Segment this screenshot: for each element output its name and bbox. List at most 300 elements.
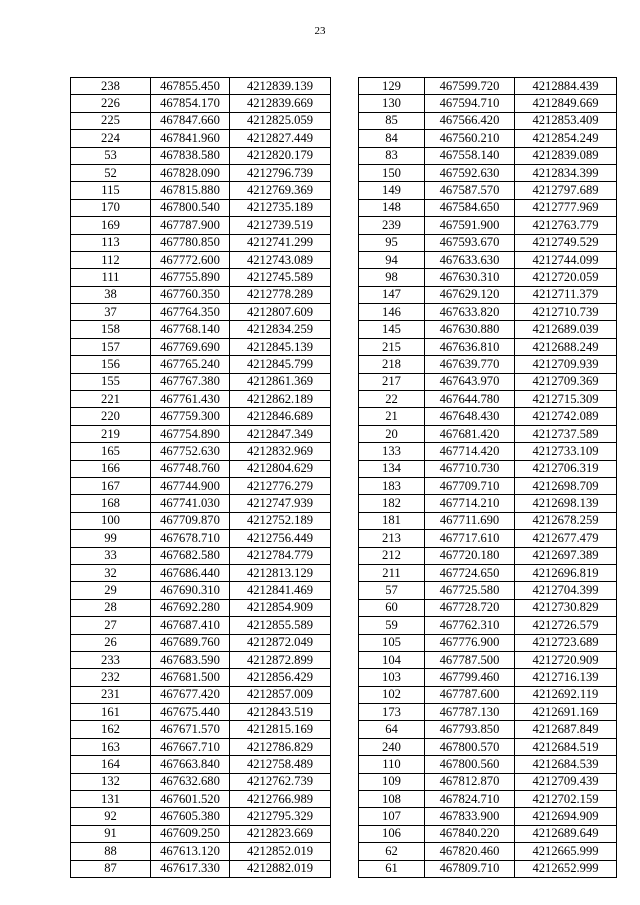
table-row <box>359 564 617 581</box>
y-coordinate-cell: 4212839.089 <box>515 147 617 164</box>
y-coordinate-cell: 4212730.829 <box>515 599 617 616</box>
point-number-cell: 157 <box>71 338 151 355</box>
x-coordinate-cell: 467754.890 <box>151 425 230 442</box>
table-row <box>71 843 331 860</box>
point-number-cell: 167 <box>71 477 151 494</box>
x-coordinate-cell: 467558.140 <box>425 147 515 164</box>
x-coordinate-cell: 467787.900 <box>151 217 230 234</box>
y-coordinate-cell: 4212846.689 <box>230 408 331 425</box>
point-number-cell: 37 <box>71 304 151 321</box>
y-coordinate-cell: 4212784.779 <box>230 547 331 564</box>
x-coordinate-cell: 467678.710 <box>151 530 230 547</box>
point-number-cell: 165 <box>71 443 151 460</box>
y-coordinate-cell: 4212720.909 <box>515 651 617 668</box>
x-coordinate-cell: 467671.570 <box>151 721 230 738</box>
x-coordinate-cell: 467815.880 <box>151 182 230 199</box>
point-number-cell: 164 <box>71 756 151 773</box>
table-row <box>359 460 617 477</box>
table-row <box>359 721 617 738</box>
table-row <box>359 408 617 425</box>
y-coordinate-cell: 4212739.519 <box>230 217 331 234</box>
point-number-cell: 59 <box>359 617 425 634</box>
point-number-cell: 181 <box>359 512 425 529</box>
table-row <box>359 773 617 790</box>
y-coordinate-cell: 4212797.689 <box>515 182 617 199</box>
point-number-cell: 158 <box>71 321 151 338</box>
x-coordinate-cell: 467675.440 <box>151 704 230 721</box>
y-coordinate-cell: 4212742.089 <box>515 408 617 425</box>
table-row <box>359 477 617 494</box>
point-number-cell: 132 <box>71 773 151 790</box>
table-row <box>71 756 331 773</box>
y-coordinate-cell: 4212696.819 <box>515 564 617 581</box>
table-row <box>71 391 331 408</box>
x-coordinate-cell: 467748.760 <box>151 460 230 477</box>
point-number-cell: 99 <box>71 530 151 547</box>
table-row <box>359 704 617 721</box>
x-coordinate-cell: 467800.570 <box>425 738 515 755</box>
point-number-cell: 162 <box>71 721 151 738</box>
point-number-cell: 94 <box>359 251 425 268</box>
table-row <box>71 704 331 721</box>
x-coordinate-cell: 467759.300 <box>151 408 230 425</box>
point-number-cell: 130 <box>359 95 425 112</box>
point-number-cell: 103 <box>359 669 425 686</box>
x-coordinate-cell: 467644.780 <box>425 391 515 408</box>
point-number-cell: 224 <box>71 130 151 147</box>
point-number-cell: 211 <box>359 564 425 581</box>
y-coordinate-cell: 4212855.589 <box>230 617 331 634</box>
point-number-cell: 213 <box>359 530 425 547</box>
point-number-cell: 102 <box>359 686 425 703</box>
x-coordinate-cell: 467755.890 <box>151 269 230 286</box>
point-number-cell: 232 <box>71 669 151 686</box>
x-coordinate-cell: 467741.030 <box>151 495 230 512</box>
point-number-cell: 113 <box>71 234 151 251</box>
y-coordinate-cell: 4212884.439 <box>515 78 617 95</box>
point-number-cell: 183 <box>359 477 425 494</box>
point-number-cell: 28 <box>71 599 151 616</box>
x-coordinate-cell: 467840.220 <box>425 825 515 842</box>
table-row <box>71 408 331 425</box>
x-coordinate-cell: 467812.870 <box>425 773 515 790</box>
y-coordinate-cell: 4212861.369 <box>230 373 331 390</box>
table-row <box>71 147 331 164</box>
point-number-cell: 29 <box>71 582 151 599</box>
table-row <box>71 477 331 494</box>
point-number-cell: 133 <box>359 443 425 460</box>
point-number-cell: 88 <box>71 843 151 860</box>
y-coordinate-cell: 4212766.989 <box>230 791 331 808</box>
table-row <box>359 738 617 755</box>
point-number-cell: 220 <box>71 408 151 425</box>
y-coordinate-cell: 4212706.319 <box>515 460 617 477</box>
y-coordinate-cell: 4212684.519 <box>515 738 617 755</box>
x-coordinate-cell: 467761.430 <box>151 391 230 408</box>
point-number-cell: 83 <box>359 147 425 164</box>
table-row <box>71 164 331 181</box>
table-row <box>71 738 331 755</box>
y-coordinate-cell: 4212756.449 <box>230 530 331 547</box>
x-coordinate-cell: 467592.630 <box>425 164 515 181</box>
x-coordinate-cell: 467629.120 <box>425 286 515 303</box>
x-coordinate-cell: 467824.710 <box>425 791 515 808</box>
x-coordinate-cell: 467601.520 <box>151 791 230 808</box>
y-coordinate-cell: 4212872.049 <box>230 634 331 651</box>
x-coordinate-cell: 467714.420 <box>425 443 515 460</box>
x-coordinate-cell: 467767.380 <box>151 373 230 390</box>
table-row <box>359 182 617 199</box>
y-coordinate-cell: 4212872.899 <box>230 651 331 668</box>
table-row <box>359 286 617 303</box>
table-row <box>71 686 331 703</box>
table-row <box>359 495 617 512</box>
point-number-cell: 95 <box>359 234 425 251</box>
x-coordinate-cell: 467710.730 <box>425 460 515 477</box>
y-coordinate-cell: 4212749.529 <box>515 234 617 251</box>
table-row <box>359 582 617 599</box>
y-coordinate-cell: 4212839.139 <box>230 78 331 95</box>
table-row <box>71 304 331 321</box>
table-row <box>359 78 617 95</box>
table-row <box>71 773 331 790</box>
x-coordinate-cell: 467720.180 <box>425 547 515 564</box>
point-number-cell: 131 <box>71 791 151 808</box>
y-coordinate-cell: 4212665.999 <box>515 843 617 860</box>
y-coordinate-cell: 4212689.649 <box>515 825 617 842</box>
point-number-cell: 166 <box>71 460 151 477</box>
y-coordinate-cell: 4212847.349 <box>230 425 331 442</box>
table-row <box>71 530 331 547</box>
point-number-cell: 106 <box>359 825 425 842</box>
y-coordinate-cell: 4212752.189 <box>230 512 331 529</box>
point-number-cell: 168 <box>71 495 151 512</box>
coordinates-table-left <box>70 77 331 878</box>
table-row <box>71 373 331 390</box>
y-coordinate-cell: 4212688.249 <box>515 338 617 355</box>
table-row <box>359 547 617 564</box>
table-row <box>71 460 331 477</box>
y-coordinate-cell: 4212723.689 <box>515 634 617 651</box>
point-number-cell: 238 <box>71 78 151 95</box>
y-coordinate-cell: 4212857.009 <box>230 686 331 703</box>
table-row <box>359 860 617 877</box>
table-row <box>359 808 617 825</box>
y-coordinate-cell: 4212743.089 <box>230 251 331 268</box>
y-coordinate-cell: 4212825.059 <box>230 112 331 129</box>
y-coordinate-cell: 4212744.099 <box>515 251 617 268</box>
x-coordinate-cell: 467799.460 <box>425 669 515 686</box>
x-coordinate-cell: 467643.970 <box>425 373 515 390</box>
y-coordinate-cell: 4212735.189 <box>230 199 331 216</box>
y-coordinate-cell: 4212702.159 <box>515 791 617 808</box>
point-number-cell: 215 <box>359 338 425 355</box>
y-coordinate-cell: 4212652.999 <box>515 860 617 877</box>
table-row <box>359 251 617 268</box>
y-coordinate-cell: 4212852.019 <box>230 843 331 860</box>
table-row <box>71 182 331 199</box>
y-coordinate-cell: 4212698.709 <box>515 477 617 494</box>
table-row <box>71 269 331 286</box>
point-number-cell: 146 <box>359 304 425 321</box>
y-coordinate-cell: 4212689.039 <box>515 321 617 338</box>
point-number-cell: 20 <box>359 425 425 442</box>
point-number-cell: 87 <box>71 860 151 877</box>
table-row <box>71 791 331 808</box>
table-row <box>71 199 331 216</box>
x-coordinate-cell: 467613.120 <box>151 843 230 860</box>
point-number-cell: 233 <box>71 651 151 668</box>
point-number-cell: 64 <box>359 721 425 738</box>
x-coordinate-cell: 467584.650 <box>425 199 515 216</box>
x-coordinate-cell: 467591.900 <box>425 217 515 234</box>
x-coordinate-cell: 467764.350 <box>151 304 230 321</box>
x-coordinate-cell: 467711.690 <box>425 512 515 529</box>
x-coordinate-cell: 467725.580 <box>425 582 515 599</box>
table-row <box>359 686 617 703</box>
y-coordinate-cell: 4212854.909 <box>230 599 331 616</box>
point-number-cell: 91 <box>71 825 151 842</box>
point-number-cell: 27 <box>71 617 151 634</box>
point-number-cell: 148 <box>359 199 425 216</box>
point-number-cell: 104 <box>359 651 425 668</box>
table-row <box>71 234 331 251</box>
table-row <box>359 512 617 529</box>
x-coordinate-cell: 467560.210 <box>425 130 515 147</box>
x-coordinate-cell: 467663.840 <box>151 756 230 773</box>
point-number-cell: 219 <box>71 425 151 442</box>
table-row <box>359 321 617 338</box>
table-row <box>359 617 617 634</box>
y-coordinate-cell: 4212862.189 <box>230 391 331 408</box>
x-coordinate-cell: 467667.710 <box>151 738 230 755</box>
point-number-cell: 111 <box>71 269 151 286</box>
x-coordinate-cell: 467630.880 <box>425 321 515 338</box>
x-coordinate-cell: 467639.770 <box>425 356 515 373</box>
x-coordinate-cell: 467689.760 <box>151 634 230 651</box>
table-row <box>71 338 331 355</box>
point-number-cell: 98 <box>359 269 425 286</box>
y-coordinate-cell: 4212762.739 <box>230 773 331 790</box>
table-row <box>71 860 331 877</box>
x-coordinate-cell: 467809.710 <box>425 860 515 877</box>
y-coordinate-cell: 4212778.289 <box>230 286 331 303</box>
table-row <box>359 130 617 147</box>
x-coordinate-cell: 467780.850 <box>151 234 230 251</box>
point-number-cell: 145 <box>359 321 425 338</box>
x-coordinate-cell: 467787.130 <box>425 704 515 721</box>
y-coordinate-cell: 4212786.829 <box>230 738 331 755</box>
y-coordinate-cell: 4212841.469 <box>230 582 331 599</box>
point-number-cell: 26 <box>71 634 151 651</box>
table-row <box>71 512 331 529</box>
table-row <box>359 391 617 408</box>
y-coordinate-cell: 4212709.439 <box>515 773 617 790</box>
y-coordinate-cell: 4212694.909 <box>515 808 617 825</box>
x-coordinate-cell: 467776.900 <box>425 634 515 651</box>
y-coordinate-cell: 4212776.279 <box>230 477 331 494</box>
table-row <box>71 721 331 738</box>
y-coordinate-cell: 4212804.629 <box>230 460 331 477</box>
point-number-cell: 226 <box>71 95 151 112</box>
point-number-cell: 163 <box>71 738 151 755</box>
point-number-cell: 149 <box>359 182 425 199</box>
x-coordinate-cell: 467772.600 <box>151 251 230 268</box>
table-row <box>71 564 331 581</box>
y-coordinate-cell: 4212849.669 <box>515 95 617 112</box>
point-number-cell: 92 <box>71 808 151 825</box>
y-coordinate-cell: 4212715.309 <box>515 391 617 408</box>
point-number-cell: 156 <box>71 356 151 373</box>
table-row <box>71 651 331 668</box>
point-number-cell: 155 <box>71 373 151 390</box>
point-number-cell: 33 <box>71 547 151 564</box>
table-row <box>359 791 617 808</box>
y-coordinate-cell: 4212733.109 <box>515 443 617 460</box>
table-row <box>71 582 331 599</box>
y-coordinate-cell: 4212691.169 <box>515 704 617 721</box>
y-coordinate-cell: 4212796.739 <box>230 164 331 181</box>
point-number-cell: 218 <box>359 356 425 373</box>
table-row <box>359 356 617 373</box>
point-number-cell: 22 <box>359 391 425 408</box>
x-coordinate-cell: 467687.410 <box>151 617 230 634</box>
y-coordinate-cell: 4212716.139 <box>515 669 617 686</box>
x-coordinate-cell: 467690.310 <box>151 582 230 599</box>
y-coordinate-cell: 4212843.519 <box>230 704 331 721</box>
y-coordinate-cell: 4212758.489 <box>230 756 331 773</box>
table-row <box>359 843 617 860</box>
table-row <box>71 78 331 95</box>
x-coordinate-cell: 467762.310 <box>425 617 515 634</box>
point-number-cell: 57 <box>359 582 425 599</box>
y-coordinate-cell: 4212834.399 <box>515 164 617 181</box>
y-coordinate-cell: 4212834.259 <box>230 321 331 338</box>
point-number-cell: 109 <box>359 773 425 790</box>
y-coordinate-cell: 4212698.139 <box>515 495 617 512</box>
table-row <box>359 269 617 286</box>
table-row <box>71 251 331 268</box>
x-coordinate-cell: 467677.420 <box>151 686 230 703</box>
table-row <box>359 599 617 616</box>
x-coordinate-cell: 467566.420 <box>425 112 515 129</box>
table-row <box>359 530 617 547</box>
table-row <box>71 130 331 147</box>
point-number-cell: 182 <box>359 495 425 512</box>
x-coordinate-cell: 467636.810 <box>425 338 515 355</box>
point-number-cell: 61 <box>359 860 425 877</box>
x-coordinate-cell: 467594.710 <box>425 95 515 112</box>
point-number-cell: 150 <box>359 164 425 181</box>
table-row <box>71 634 331 651</box>
table-row <box>71 547 331 564</box>
x-coordinate-cell: 467768.140 <box>151 321 230 338</box>
x-coordinate-cell: 467681.500 <box>151 669 230 686</box>
table-row <box>71 825 331 842</box>
x-coordinate-cell: 467692.280 <box>151 599 230 616</box>
x-coordinate-cell: 467630.310 <box>425 269 515 286</box>
x-coordinate-cell: 467717.610 <box>425 530 515 547</box>
point-number-cell: 112 <box>71 251 151 268</box>
x-coordinate-cell: 467599.720 <box>425 78 515 95</box>
y-coordinate-cell: 4212763.779 <box>515 217 617 234</box>
x-coordinate-cell: 467828.090 <box>151 164 230 181</box>
y-coordinate-cell: 4212678.259 <box>515 512 617 529</box>
table-row <box>71 286 331 303</box>
table-row <box>359 199 617 216</box>
x-coordinate-cell: 467855.450 <box>151 78 230 95</box>
y-coordinate-cell: 4212747.939 <box>230 495 331 512</box>
y-coordinate-cell: 4212737.589 <box>515 425 617 442</box>
y-coordinate-cell: 4212704.399 <box>515 582 617 599</box>
y-coordinate-cell: 4212839.669 <box>230 95 331 112</box>
x-coordinate-cell: 467800.540 <box>151 199 230 216</box>
table-row <box>71 443 331 460</box>
y-coordinate-cell: 4212832.969 <box>230 443 331 460</box>
table-row <box>359 338 617 355</box>
point-number-cell: 84 <box>359 130 425 147</box>
point-number-cell: 108 <box>359 791 425 808</box>
table-row <box>359 651 617 668</box>
coordinates-table-right <box>358 77 617 878</box>
x-coordinate-cell: 467681.420 <box>425 425 515 442</box>
y-coordinate-cell: 4212711.379 <box>515 286 617 303</box>
y-coordinate-cell: 4212720.059 <box>515 269 617 286</box>
x-coordinate-cell: 467744.900 <box>151 477 230 494</box>
x-coordinate-cell: 467820.460 <box>425 843 515 860</box>
point-number-cell: 134 <box>359 460 425 477</box>
x-coordinate-cell: 467724.650 <box>425 564 515 581</box>
table-row <box>359 425 617 442</box>
point-number-cell: 52 <box>71 164 151 181</box>
point-number-cell: 85 <box>359 112 425 129</box>
table-row <box>359 95 617 112</box>
y-coordinate-cell: 4212845.799 <box>230 356 331 373</box>
page-number: 23 <box>314 25 326 37</box>
table-row <box>71 599 331 616</box>
point-number-cell: 147 <box>359 286 425 303</box>
x-coordinate-cell: 467854.170 <box>151 95 230 112</box>
y-coordinate-cell: 4212820.179 <box>230 147 331 164</box>
x-coordinate-cell: 467609.250 <box>151 825 230 842</box>
x-coordinate-cell: 467760.350 <box>151 286 230 303</box>
x-coordinate-cell: 467593.670 <box>425 234 515 251</box>
table-row <box>71 112 331 129</box>
y-coordinate-cell: 4212692.119 <box>515 686 617 703</box>
y-coordinate-cell: 4212745.589 <box>230 269 331 286</box>
point-number-cell: 221 <box>71 391 151 408</box>
point-number-cell: 21 <box>359 408 425 425</box>
table-row <box>359 756 617 773</box>
x-coordinate-cell: 467752.630 <box>151 443 230 460</box>
point-number-cell: 105 <box>359 634 425 651</box>
y-coordinate-cell: 4212854.249 <box>515 130 617 147</box>
y-coordinate-cell: 4212687.849 <box>515 721 617 738</box>
table-row <box>359 147 617 164</box>
table-row <box>359 825 617 842</box>
x-coordinate-cell: 467709.870 <box>151 512 230 529</box>
table-row <box>71 321 331 338</box>
x-coordinate-cell: 467683.590 <box>151 651 230 668</box>
point-number-cell: 170 <box>71 199 151 216</box>
y-coordinate-cell: 4212710.739 <box>515 304 617 321</box>
point-number-cell: 239 <box>359 217 425 234</box>
x-coordinate-cell: 467841.960 <box>151 130 230 147</box>
y-coordinate-cell: 4212709.939 <box>515 356 617 373</box>
point-number-cell: 32 <box>71 564 151 581</box>
y-coordinate-cell: 4212845.139 <box>230 338 331 355</box>
table-row <box>71 217 331 234</box>
